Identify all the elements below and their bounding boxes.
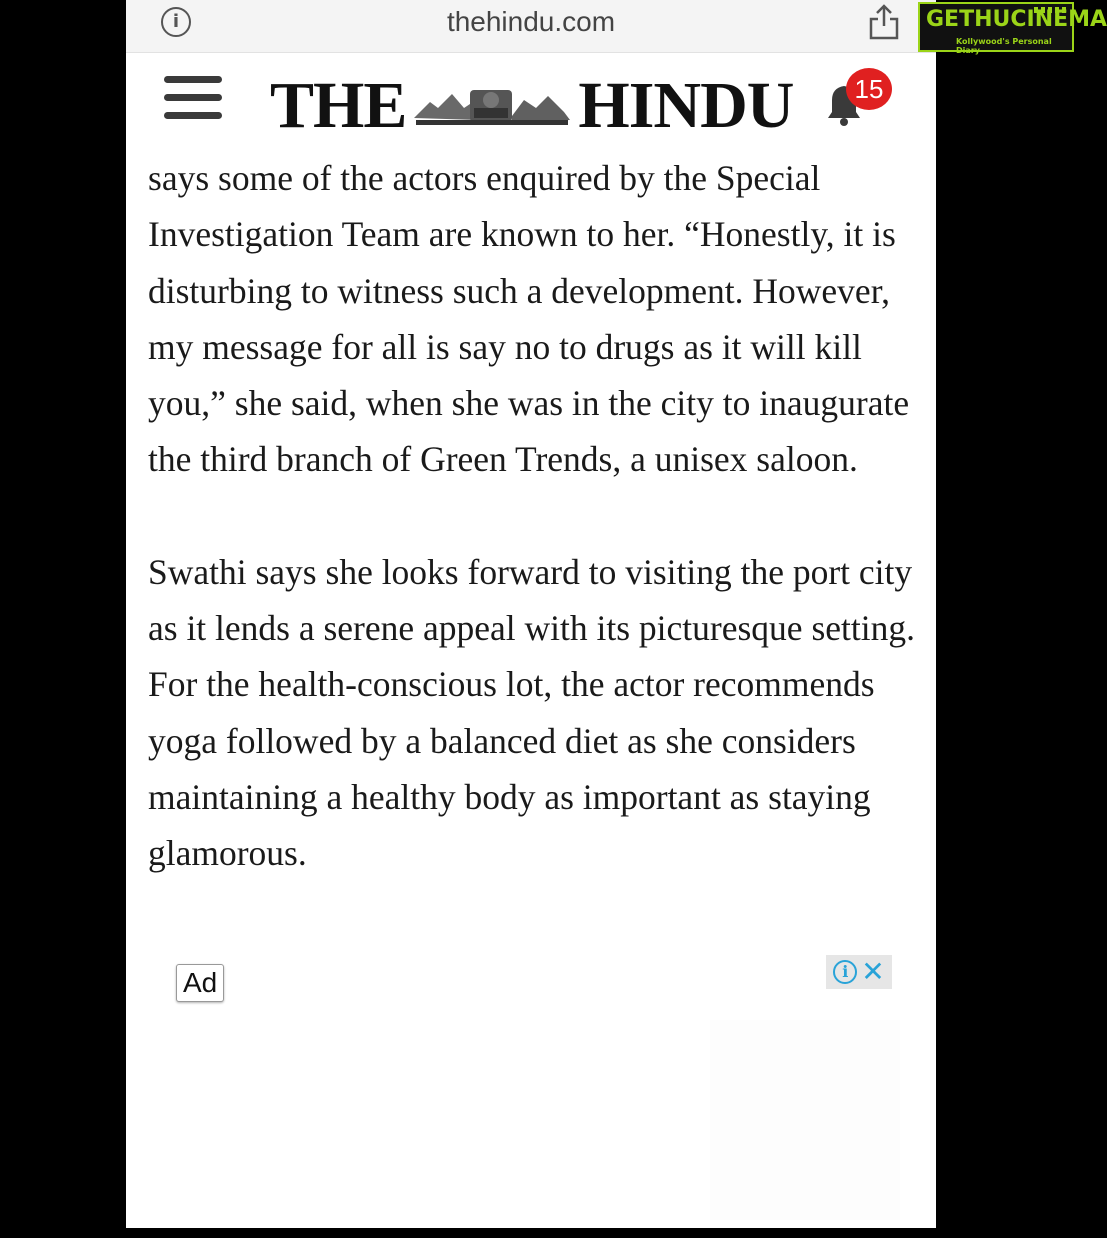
url-text[interactable]: thehindu.com [446,6,616,37]
masthead-logo[interactable] [270,66,793,146]
share-icon[interactable] [866,2,902,42]
emblem-icon [408,78,576,134]
adchoices-controls[interactable] [826,955,892,989]
watermark-title: GETHUCINEMA [926,7,1107,32]
notification-count-badge: 15 [846,68,892,110]
site-header [126,56,936,148]
adchoices-info-icon[interactable]: i [833,960,857,984]
article-body [148,150,918,882]
ad-close-icon[interactable]: ✕ [861,955,885,988]
article-paragraph: says some of the actors enquired by the Special Investigation Team are known to her. “Honestly, it is disturbing to witness such a development. However, my message for all is say no to drugs as it will kill you,” she said, when she was in the city to inaugurate the third branch of Green Trends, a unisex saloon. [148,158,910,480]
ad-content[interactable] [710,1020,900,1220]
watermark-subtitle: Kollywood's Personal Diary [956,37,1052,55]
phone-screen [126,0,936,1228]
watermark-logo [918,2,1107,55]
hamburger-menu-icon[interactable] [164,76,224,120]
browser-url-bar[interactable] [126,0,936,53]
article-paragraph: Swathi says she looks forward to visiting the port city as it lends a serene appeal with its picturesque setting. For the health-conscious lot, the actor recommends yoga followed by a balanced diet as she considers maintaining a healthy body as important as staying glamorous. [148,551,915,874]
masthead-the: THE [270,69,407,142]
masthead-hindu: HINDU [578,69,794,142]
info-icon[interactable]: i [161,7,191,37]
ad-label: Ad [176,964,224,1002]
